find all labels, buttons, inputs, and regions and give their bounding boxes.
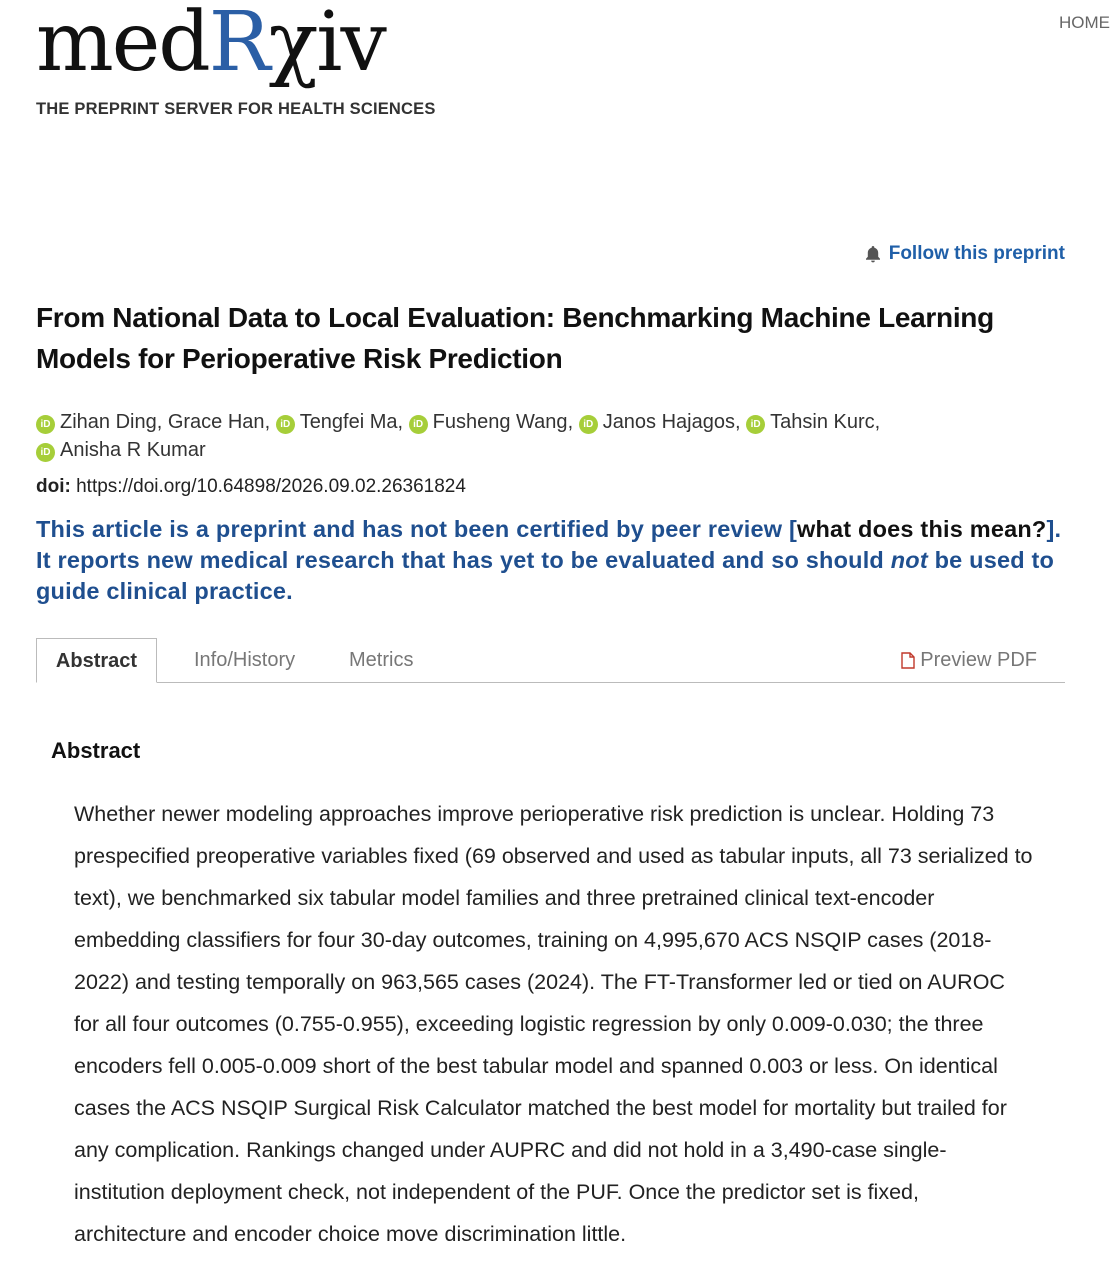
pdf-file-icon bbox=[901, 652, 915, 669]
logo-prefix: med bbox=[36, 0, 209, 90]
author-name[interactable]: Anisha R Kumar bbox=[60, 439, 206, 461]
tab-metrics[interactable]: Metrics bbox=[349, 649, 414, 671]
abstract-text: Whether newer modeling approaches improve perioperative risk prediction is unclear. Holding 73 prespecified preoperative variables fixed (69 observed and used as tabular inputs, all 73 serialized to text), we benchmarked six tabular model families and three pretrained clinical text-encoder embedding classifiers for four 30-day outcomes, training on 4,995,670 ACS NSQIP cases (2018-2022) and testing temporally on 963,565 cases (2024). The FT-Transformer led or tied on AUROC for all four outcomes (0.755-0.955), exceeding logistic regression by only 0.009-0.030; the three encoders fell 0.005-0.009 short of the best tabular model and spanned 0.003 or less. On identical cases the ACS NSQIP Surgical Risk Calculator matched the best model for mortality but trailed for any complication. Rankings changed under AUPRC and did not hold in a 3,490-case single-institution deployment check, not independent of the PUF. Once the predictor set is fixed, architecture and encoder choice move discrimination little. bbox=[74, 802, 1033, 1246]
author-item: iD Fusheng Wang, bbox=[409, 411, 579, 433]
home-link[interactable]: HOME bbox=[1059, 13, 1110, 32]
preprint-notice bbox=[36, 514, 1066, 607]
logo-suffix: χiv bbox=[268, 0, 385, 90]
tab-abstract[interactable]: Abstract bbox=[36, 638, 157, 683]
notice-emphasis: not bbox=[890, 547, 928, 573]
follow-preprint-link[interactable] bbox=[863, 243, 1065, 265]
article-tabs bbox=[36, 638, 1065, 683]
orcid-icon[interactable]: iD bbox=[276, 415, 295, 434]
abstract-heading: Abstract bbox=[51, 738, 141, 763]
follow-label: Follow this preprint bbox=[888, 243, 1065, 264]
article-title: From National Data to Local Evaluation: Benchmarking Machine Learning Models for Perioperative Risk Prediction bbox=[36, 302, 994, 374]
what-does-this-mean-link[interactable]: what does this mean? bbox=[797, 516, 1047, 542]
author-name[interactable]: Grace Han bbox=[167, 411, 265, 433]
author-name[interactable]: Fusheng Wang bbox=[432, 411, 568, 433]
notice-part1: This article is a preprint and has not been certified by peer review [ bbox=[36, 516, 797, 542]
preview-pdf-button[interactable] bbox=[901, 638, 1037, 682]
bell-icon bbox=[863, 244, 883, 264]
logo-wordmark bbox=[36, 0, 436, 90]
notice-part2: ]. It reports new medical research that has yet to be evaluated and so should bbox=[36, 516, 1062, 573]
author-item bbox=[36, 439, 206, 461]
site-logo[interactable] bbox=[36, 2, 436, 119]
author-item: iD Tahsin Kurc, bbox=[746, 411, 880, 433]
orcid-icon[interactable]: iD bbox=[409, 415, 428, 434]
orcid-icon[interactable]: iD bbox=[746, 415, 765, 434]
orcid-icon[interactable]: iD bbox=[36, 415, 55, 434]
orcid-icon[interactable]: iD bbox=[579, 415, 598, 434]
author-item: iD Zihan Ding, bbox=[36, 411, 168, 433]
author-name[interactable]: Tengfei Ma bbox=[299, 411, 398, 433]
author-item: iD Janos Hajagos, bbox=[579, 411, 746, 433]
orcid-icon[interactable]: iD bbox=[36, 443, 55, 462]
author-name[interactable]: Tahsin Kurc bbox=[770, 411, 875, 433]
author-name[interactable]: Zihan Ding bbox=[60, 411, 157, 433]
author-item: iD Tengfei Ma, bbox=[276, 411, 409, 433]
author-name[interactable]: Janos Hajagos bbox=[602, 411, 735, 433]
preview-pdf-label: Preview PDF bbox=[920, 649, 1037, 671]
doi-link[interactable]: https://doi.org/10.64898/2026.09.02.26361824 bbox=[76, 476, 466, 497]
doi-line bbox=[36, 476, 466, 498]
notice-part3: be used to guide clinical practice. bbox=[36, 547, 1055, 604]
logo-tagline: THE PREPRINT SERVER FOR HEALTH SCIENCES bbox=[36, 100, 436, 118]
doi-label: doi: bbox=[36, 476, 71, 497]
logo-r: R bbox=[208, 0, 269, 90]
author-item: Grace Han, bbox=[167, 411, 276, 433]
tab-info-history[interactable]: Info/History bbox=[194, 649, 296, 671]
author-list bbox=[36, 408, 1036, 464]
